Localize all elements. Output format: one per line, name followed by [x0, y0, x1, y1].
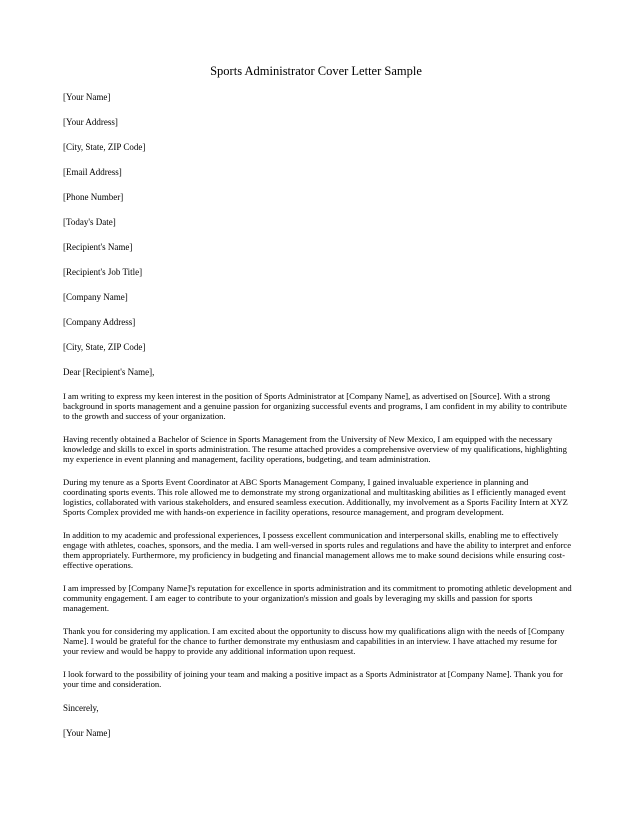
- salutation: Dear [Recipient's Name],: [63, 367, 155, 377]
- sender-address: [Your Address]: [63, 117, 118, 127]
- recipient-job-title: [Recipient's Job Title]: [63, 267, 143, 277]
- company-city-state-zip: [City, State, ZIP Code]: [63, 342, 146, 352]
- signature: [Your Name]: [63, 728, 111, 738]
- company-name: [Company Name]: [63, 292, 128, 302]
- recipient-name: [Recipient's Name]: [63, 242, 133, 252]
- closing: Sincerely,: [63, 703, 99, 713]
- letter-content: [63, 91, 573, 752]
- body-paragraph-thanks: Thank you for considering my application. I am excited about the opportunity to discuss how my qualifications align with the needs of [Company Name]. I would be grateful for the chance to further demonstrate my enthusiasm and capabilities in an interview. I have attached my resume for your review and would be happy to provide any additional information upon request.: [63, 626, 565, 656]
- body-paragraph-skills: In addition to my academic and professional experiences, I possess excellent communication and interpersonal skills, enabling me to effectively engage with athletes, coaches, sponsors, and the media. I am well-versed in sports rules and regulations and have the ability to interpret and enforce them appropriately. Furthermore, my proficiency in budgeting and financial management allows me to make sound decisions while ensuring cost-effective operations.: [63, 530, 572, 570]
- body-paragraph-education: Having recently obtained a Bachelor of Science in Sports Management from the University of New Mexico, I am equipped with the necessary knowledge and skills to excel in sports administration. The resume attached provides a comprehensive overview of my qualifications, highlighting my experience in event planning and management, facility operations, budgeting, and team administration.: [63, 434, 567, 464]
- body-paragraph-company: I am impressed by [Company Name]'s reputation for excellence in sports administration and its commitment to promoting athletic development and community engagement. I am eager to contribute to your organization's mission and goals by leveraging my skills and passion for sports management.: [63, 583, 572, 613]
- body-paragraph-intro: I am writing to express my keen interest in the position of Sports Administrator at [Company Name], as advertised on [Source]. With a strong background in sports management and a genuine passion for organizing successful events and programs, I am confident in my ability to contribute to the growth and success of your organization.: [63, 391, 567, 421]
- body-paragraph-experience: During my tenure as a Sports Event Coordinator at ABC Sports Management Company, I gained invaluable experience in planning and coordinating sports events. This role allowed me to demonstrate my strong organizational and multitasking abilities as I efficiently managed event logistics, collaborated with various stakeholders, and ensured seamless execution. Additionally, my involvement as a Sports Facility Intern at XYZ Sports Complex provided me with hands-on experience in facility operations, resource management, and program development.: [63, 477, 568, 517]
- sender-city-state-zip: [City, State, ZIP Code]: [63, 142, 146, 152]
- sender-email: [Email Address]: [63, 167, 122, 177]
- page-title: Sports Administrator Cover Letter Sample: [210, 64, 422, 78]
- sender-name: [Your Name]: [63, 92, 111, 102]
- company-address: [Company Address]: [63, 317, 136, 327]
- body-paragraph-closing: I look forward to the possibility of joining your team and making a positive impact as a Sports Administrator at [Company Name]. Thank you for your time and consideration.: [63, 669, 563, 689]
- letter-date: [Today's Date]: [63, 217, 116, 227]
- sender-phone: [Phone Number]: [63, 192, 124, 202]
